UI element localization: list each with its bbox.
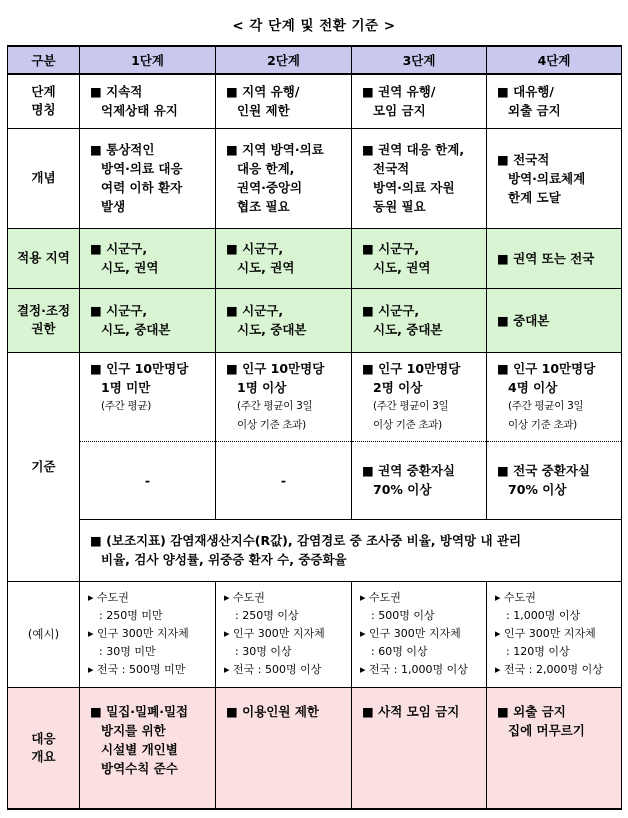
header-stage-4: 4단계 <box>487 46 622 74</box>
row-label-area: 적용 지역 <box>8 228 80 288</box>
area-stage-2: ■ 시군구, 시도, 권역 <box>216 228 352 288</box>
row-label-criteria: 기준 <box>8 352 80 581</box>
row-criteria-icu <box>8 441 622 519</box>
header-category: 구분 <box>8 46 80 74</box>
concept-stage-4: ■ 전국적 방역·의료체계 한계 도달 <box>487 128 622 228</box>
row-label-authority: 결정·조정 권한 <box>8 288 80 352</box>
criteria-icu-stage-4: ■ 전국 중환자실 70% 이상 <box>487 441 622 519</box>
area-stage-3: ■ 시군구, 시도, 권역 <box>352 228 487 288</box>
criteria-pop-stage-4: ■ 인구 10만명당 4명 이상 (주간 평균이 3일 이상 기준 초과) <box>487 352 622 441</box>
example-stage-2: ▸ 수도권 : 250명 이상 ▸ 인구 300만 지자체 : 30명 이상 ▸ 전국 : 500명 이상 <box>216 581 352 687</box>
criteria-icu-stage-3: ■ 권역 중환자실 70% 이상 <box>352 441 487 519</box>
criteria-icu-stage-2: - <box>216 441 352 519</box>
page-title: < 각 단계 및 전환 기준 > <box>232 18 396 34</box>
stage-criteria-table <box>7 45 622 810</box>
name-stage-3: ■ 권역 유행/ 모임 금지 <box>352 74 487 128</box>
example-stage-3: ▸ 수도권 : 500명 이상 ▸ 인구 300만 지자체 : 60명 이상 ▸ 전국 : 1,000명 이상 <box>352 581 487 687</box>
example-stage-1: ▸ 수도권 : 250명 미만 ▸ 인구 300만 지자체 : 30명 미만 ▸ 전국 : 500명 미만 <box>80 581 216 687</box>
row-authority <box>8 288 622 352</box>
authority-stage-1: ■ 시군구, 시도, 중대본 <box>80 288 216 352</box>
authority-stage-4: ■ 중대본 <box>487 288 622 352</box>
criteria-pop-stage-1: ■ 인구 10만명당 1명 미만 (주간 평균) <box>80 352 216 441</box>
response-stage-1: ■ 밀집·밀폐·밀접 방지를 위한 시설별 개인별 방역수칙 준수 <box>80 687 216 809</box>
area-stage-1: ■ 시군구, 시도, 권역 <box>80 228 216 288</box>
authority-stage-2: ■ 시군구, 시도, 중대본 <box>216 288 352 352</box>
criteria-pop-stage-3: ■ 인구 10만명당 2명 이상 (주간 평균이 3일 이상 기준 초과) <box>352 352 487 441</box>
name-stage-4: ■ 대유행/ 외출 금지 <box>487 74 622 128</box>
concept-stage-2: ■ 지역 방역·의료 대응 한계, 권역·중앙의 협조 필요 <box>216 128 352 228</box>
name-stage-2: ■ 지역 유행/ 인원 제한 <box>216 74 352 128</box>
header-stage-3: 3단계 <box>352 46 487 74</box>
response-stage-2: ■ 이용인원 제한 <box>216 687 352 809</box>
name-stage-1: ■ 지속적 억제상태 유지 <box>80 74 216 128</box>
criteria-pop-stage-2: ■ 인구 10만명당 1명 이상 (주간 평균이 3일 이상 기준 초과) <box>216 352 352 441</box>
row-label-example: (예시) <box>8 581 80 687</box>
row-label-response: 대응 개요 <box>8 687 80 809</box>
area-stage-4: ■ 권역 또는 전국 <box>487 228 622 288</box>
response-stage-4: ■ 외출 금지 집에 머무르기 <box>487 687 622 809</box>
row-stage-name <box>8 74 622 128</box>
header-stage-2: 2단계 <box>216 46 352 74</box>
row-example <box>8 581 622 687</box>
row-label-concept: 개념 <box>8 128 80 228</box>
concept-stage-1: ■ 통상적인 방역·의료 대응 여력 이하 환자 발생 <box>80 128 216 228</box>
row-criteria-population <box>8 352 622 441</box>
row-response <box>8 687 622 809</box>
row-concept <box>8 128 622 228</box>
criteria-icu-stage-1: - <box>80 441 216 519</box>
example-stage-4: ▸ 수도권 : 1,000명 이상 ▸ 인구 300만 지자체 : 120명 이상 ▸ 전국 : 2,000명 이상 <box>487 581 622 687</box>
response-stage-3: ■ 사적 모임 금지 <box>352 687 487 809</box>
criteria-auxiliary: ■ (보조지표) 감염재생산지수(R값), 감염경로 중 조사중 비율, 방역망 내 관리 비율, 검사 양성률, 위중증 환자 수, 중증화율 <box>80 519 622 581</box>
authority-stage-3: ■ 시군구, 시도, 중대본 <box>352 288 487 352</box>
header-row <box>8 46 622 74</box>
row-criteria-aux <box>8 519 622 581</box>
row-area <box>8 228 622 288</box>
header-stage-1: 1단계 <box>80 46 216 74</box>
row-label-name: 단계 명칭 <box>8 74 80 128</box>
concept-stage-3: ■ 권역 대응 한계, 전국적 방역·의료 자원 동원 필요 <box>352 128 487 228</box>
